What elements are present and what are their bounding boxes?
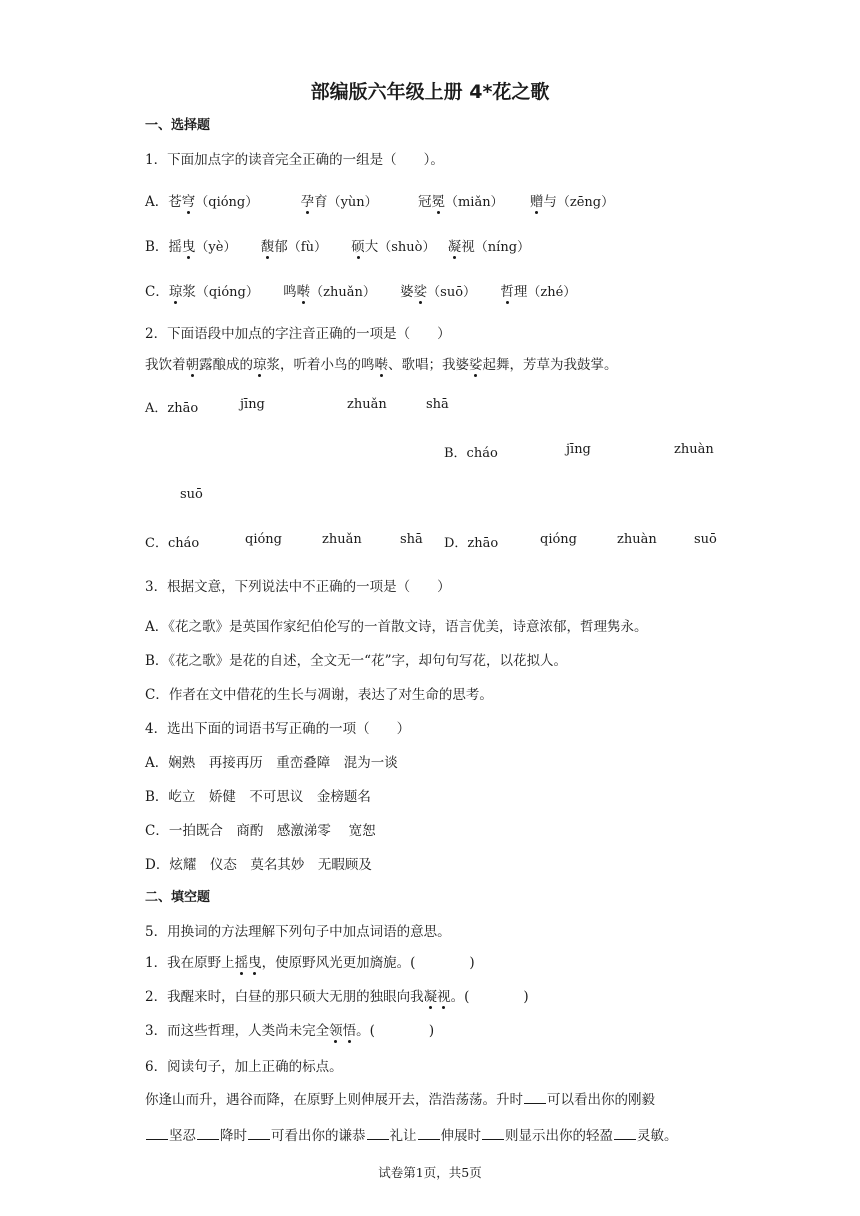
punctuation-blank[interactable] <box>367 1127 389 1140</box>
question-2-option-a: A．zhāo <box>145 401 199 416</box>
question-1-option-b: B．摇曳（yè） 馥郁（fù） 硕大（shuò） 凝视（níng） <box>145 239 531 255</box>
question-2-option-b: B．cháo <box>444 446 498 461</box>
question-2-option-b-4: suō <box>180 487 203 502</box>
question-3-option-b: B．《花之歌》是花的自述，全文无一“花”字，却句句写花，以花拟人。 <box>145 653 567 669</box>
punctuation-blank[interactable] <box>197 1127 219 1140</box>
question-2-option-d-3: zhuàn <box>617 532 657 547</box>
question-2-option-c-3: zhuǎn <box>322 532 362 547</box>
question-5-sentence-1: 1．我在原野上摇曳，使原野风光更加旖旎。( ) <box>145 955 475 971</box>
question-4-option-b: B．屹立 娇健 不可思议 金榜题名 <box>145 789 371 805</box>
question-2-option-b-2: jīng <box>566 442 591 457</box>
question-5-sentence-3: 3．而这些哲理，人类尚未完全领悟。( ) <box>145 1023 435 1039</box>
question-4-option-c: C．一拍既合 商酌 感激涕零 宽恕 <box>145 823 376 839</box>
section-heading-choice: 一、选择题 <box>145 118 211 133</box>
question-2-option-b-3: zhuàn <box>674 442 714 457</box>
question-4-stem: 4．选出下面的词语书写正确的一项（ ） <box>145 721 411 737</box>
question-5-stem: 5．用换词的方法理解下列句子中加点词语的意思。 <box>145 924 451 940</box>
question-2-option-c-4: shā <box>400 532 423 547</box>
question-3-option-c: C．作者在文中借花的生长与凋谢，表达了对生命的思考。 <box>145 687 493 703</box>
question-2-option-d-2: qióng <box>540 532 578 547</box>
punctuation-blank[interactable] <box>418 1127 440 1140</box>
question-2-option-d-4: suō <box>694 532 717 547</box>
punctuation-blank[interactable] <box>524 1091 546 1104</box>
question-3-stem: 3．根据文意，下列说法中不正确的一项是（ ） <box>145 579 451 595</box>
question-6-line-2: 坚忍 降时 可看出你的谦恭 礼让 伸展时 则显示出你的轻盈 灵敏。 <box>145 1124 678 1144</box>
question-1-option-c: C．琼浆（qióng） 鸣啭（zhuǎn） 婆娑（suō） 哲理（zhé） <box>145 284 577 300</box>
question-2-option-a-2: jīng <box>240 397 265 412</box>
page-title: 部编版六年级上册 4*花之歌 <box>310 81 550 103</box>
question-2-option-d: D．zhāo <box>444 536 499 551</box>
question-4-option-d: D．炫耀 仪态 莫名其妙 无暇顾及 <box>145 857 372 873</box>
question-2-option-c: C．cháo <box>145 536 200 551</box>
punctuation-blank[interactable] <box>146 1127 168 1140</box>
punctuation-blank[interactable] <box>482 1127 504 1140</box>
question-5-sentence-2: 2．我醒来时，白昼的那只硕大无朋的独眼向我凝视。( ) <box>145 989 529 1005</box>
question-3-option-a: A．《花之歌》是英国作家纪伯伦写的一首散文诗，语言优美，诗意浓郁，哲理隽永。 <box>145 619 648 635</box>
page-footer: 试卷第1页，共5页 <box>378 1165 482 1180</box>
question-4-option-a: A．娴熟 再接再历 重峦叠障 混为一谈 <box>145 755 398 771</box>
punctuation-blank[interactable] <box>614 1127 636 1140</box>
question-2-stem: 2．下面语段中加点的字注音正确的一项是（ ） <box>145 326 451 342</box>
question-2-option-a-3: zhuǎn <box>347 397 387 412</box>
question-2-option-c-2: qióng <box>245 532 283 547</box>
question-1-option-a: A．苍穹（qióng） 孕育（yùn） 冠冕（miǎn） 赠与（zēng） <box>145 194 615 210</box>
question-2-passage: 我饮着朝露酿成的琼浆，听着小鸟的鸣啭、歌唱；我婆娑起舞，芳草为我鼓掌。 <box>145 357 618 373</box>
question-6-line-1: 你逢山而升，遇谷而降，在原野上则伸展开去，浩浩荡荡。升时 可以看出你的刚毅 <box>145 1092 655 1108</box>
question-6-stem: 6．阅读句子，加上正确的标点。 <box>145 1059 343 1075</box>
question-1-stem: 1．下面加点字的读音完全正确的一组是（ ）。 <box>145 152 444 168</box>
punctuation-blank[interactable] <box>248 1127 270 1140</box>
section-heading-fill-in: 二、填空题 <box>145 890 211 905</box>
question-2-option-a-4: shā <box>426 397 449 412</box>
